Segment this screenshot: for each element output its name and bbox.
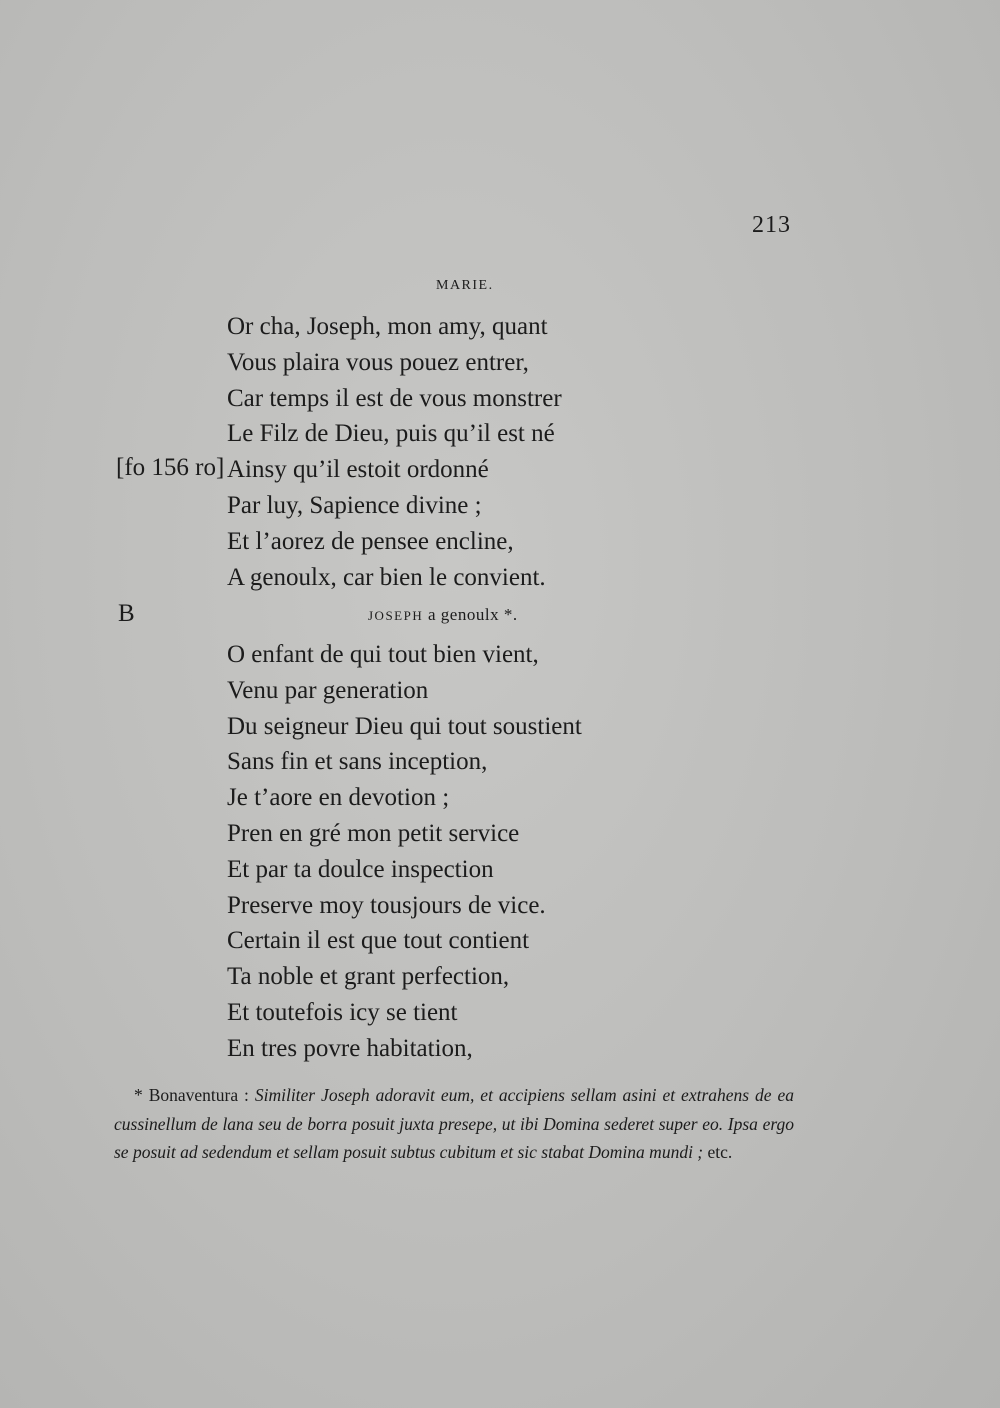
footnote (114, 1081, 794, 1167)
verse-line: Car temps il est de vous monstrer (227, 384, 562, 412)
verse-block-marie (227, 309, 562, 595)
footnote-tail: etc. (703, 1142, 733, 1162)
verse-line: Vous plaira vous pouez entrer, (227, 348, 529, 376)
speaker-name: JOSEPH (368, 608, 424, 623)
verse-line: Ta noble et grant perfection, (227, 963, 510, 991)
verse-line: Du seigneur Dieu qui tout soustient (227, 712, 582, 740)
verse-block-joseph (227, 637, 582, 1067)
verse-line: O enfant de qui tout bien vient, (227, 641, 539, 668)
verse-line: Et par ta doulce inspection (227, 855, 494, 883)
verse-line: Certain il est que tout contient (227, 927, 530, 955)
verse-line: A genoulx, car bien le convient. (227, 563, 546, 591)
verse-line: Preserve moy tousjours de vice. (227, 891, 546, 919)
speaker-heading-joseph (368, 605, 518, 625)
verse-line: Pren en gré mon petit service (227, 819, 520, 847)
verse-line: Par luy, Sapience divine ; (227, 491, 482, 519)
verse-line: Je t’aore en devotion ; (227, 784, 450, 812)
speaker-heading-marie: MARIE. (436, 278, 494, 293)
verse-line: Et toutefois icy se tient (227, 998, 458, 1026)
verse-line: Et l’aorez de pensee encline, (227, 527, 514, 555)
margin-folio-reference: [fo 156 ro] (116, 454, 225, 481)
verse-line: Or cha, Joseph, mon amy, quant (227, 313, 548, 340)
verse-line: Le Filz de Dieu, puis qu’il est né (227, 420, 555, 448)
page-number: 213 (752, 212, 791, 238)
verse-line: Ainsy qu’il estoit ordonné (227, 456, 489, 484)
footnote-source: * Bonaventura : (134, 1085, 255, 1105)
margin-letter: B (118, 600, 135, 627)
verse-line: Sans fin et sans inception, (227, 748, 488, 776)
verse-line: En tres povre habitation, (227, 1034, 473, 1062)
footnote-quotation: Similiter Joseph adoravit eum, et accipiens sellam asini et extrahens de ea cussinellum de lana seu de borra posuit juxta presepe, ut ibi Domina sederet super eo. Ipsa ergo se posuit ad sedendum et sellam posuit subtus cubitum et sic stabat Domina mundi ; (114, 1085, 794, 1162)
stage-direction: a genoulx *. (428, 605, 518, 624)
verse-line: Venu par generation (227, 676, 429, 704)
